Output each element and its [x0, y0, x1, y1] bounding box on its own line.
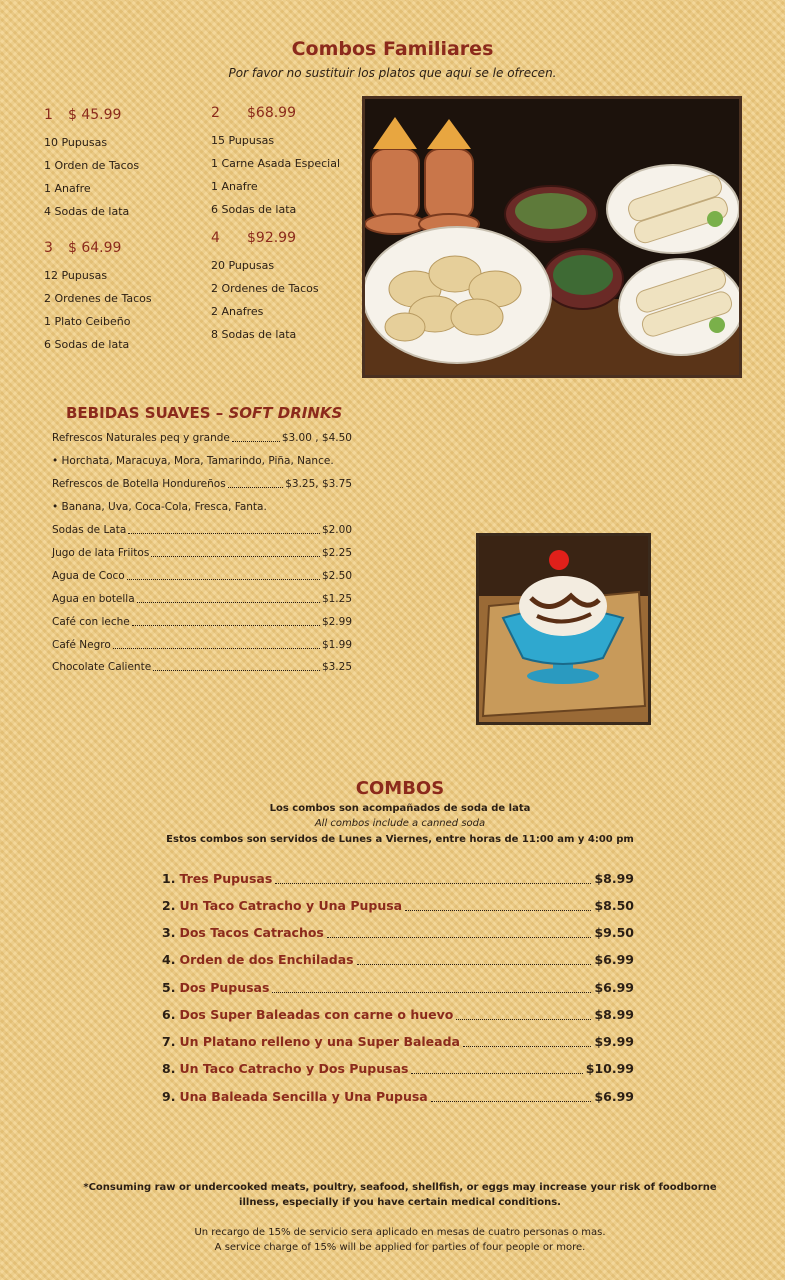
- combo-number: 2.: [162, 898, 176, 913]
- combo-item: 1 Anafre: [211, 180, 258, 193]
- combo-item: 1 Anafre: [44, 182, 91, 195]
- combo-item: 2 Ordenes de Tacos: [44, 292, 152, 305]
- drink-price: $2.99: [321, 616, 352, 628]
- combo-row: [162, 1033, 634, 1051]
- combo-item: 2 Ordenes de Tacos: [211, 282, 319, 295]
- family-combo-1: [44, 107, 139, 223]
- drink-row: [52, 568, 352, 584]
- combos-title: COMBOS: [355, 778, 445, 799]
- drink-row: [52, 522, 352, 538]
- combo-number: 9.: [162, 1089, 176, 1104]
- combo-price: $92.99: [247, 230, 296, 246]
- soft-drinks-title: [66, 404, 342, 422]
- combo-row: [162, 1060, 634, 1078]
- drink-price: $3.25: [321, 661, 352, 673]
- food-warning-line-2: illness, especially if you have certain medical conditions.: [239, 1197, 561, 1208]
- soft-drinks-title-en: SOFT DRINKS: [228, 404, 343, 422]
- drink-price: $2.50: [321, 570, 352, 582]
- drink-name: Refrescos Naturales peq y grande: [52, 432, 230, 444]
- food-photo: [362, 96, 742, 378]
- combo-row: [162, 951, 634, 969]
- drink-name: Sodas de Lata: [52, 524, 127, 536]
- drink-row: [52, 614, 352, 630]
- combo-price: $9.99: [594, 1034, 634, 1049]
- combo-item: 1 Carne Asada Especial: [211, 157, 341, 170]
- family-combo-2: [211, 105, 340, 221]
- family-combo-4: [211, 230, 319, 346]
- combos-familiares-title: Combos Familiares: [291, 38, 494, 60]
- combo-item: 10 Pupusas: [44, 136, 108, 149]
- drink-name: Café Negro: [52, 639, 111, 651]
- combo-price: $6.99: [594, 980, 634, 995]
- drink-note: • Banana, Uva, Coca-Cola, Fresca, Fanta.: [52, 501, 267, 513]
- combos-familiares-subtitle: Por favor no sustituir los platos que aqui se le ofrecen.: [228, 66, 557, 80]
- combo-item: 1 Plato Ceibeño: [44, 315, 131, 328]
- drink-name: Jugo de lata Friitos: [52, 547, 150, 559]
- food-photo-illustration: [365, 99, 739, 375]
- drink-price: $3.25, $3.75: [285, 478, 352, 490]
- combo-number: 3.: [162, 925, 176, 940]
- drink-row: [52, 430, 352, 446]
- combo-number: 1.: [162, 871, 176, 886]
- service-charge-es: Un recargo de 15% de servicio sera aplicado en mesas de cuatro personas o mas.: [194, 1227, 606, 1238]
- combo-price: $8.99: [594, 871, 634, 886]
- combo-item: 1 Orden de Tacos: [44, 159, 140, 172]
- combo-name: Un Platano relleno y una Super Baleada: [179, 1034, 460, 1049]
- combo-number: 5.: [162, 980, 176, 995]
- dessert-photo: [476, 533, 651, 725]
- combo-row: [162, 924, 634, 942]
- combo-item: 15 Pupusas: [211, 134, 275, 147]
- combo-item: 6 Sodas de lata: [211, 203, 297, 216]
- combo-item: 2 Anafres: [211, 305, 264, 318]
- combo-number: 4: [211, 230, 220, 246]
- drink-row: [52, 545, 352, 561]
- dessert-photo-illustration: [479, 536, 648, 722]
- combo-price: $6.99: [594, 952, 634, 967]
- drink-price: $3.00 , $4.50: [281, 432, 352, 444]
- drink-name: Agua en botella: [52, 593, 135, 605]
- combos-note-es: Los combos son acompañados de soda de lata: [269, 803, 531, 814]
- drink-row: [52, 591, 352, 607]
- combo-row: [162, 870, 634, 888]
- combo-number: 1: [44, 107, 53, 123]
- combo-name: Dos Super Baleadas con carne o huevo: [179, 1007, 454, 1022]
- combo-name: Tres Pupusas: [179, 871, 273, 886]
- combo-name: Dos Pupusas: [179, 980, 270, 995]
- combo-number: 6.: [162, 1007, 176, 1022]
- drink-price: $2.00: [321, 524, 352, 536]
- drink-row: [52, 659, 352, 675]
- combo-number: 7.: [162, 1034, 176, 1049]
- combo-row: [162, 1006, 634, 1024]
- combo-item: 20 Pupusas: [211, 259, 275, 272]
- drink-price: $2.25: [321, 547, 352, 559]
- combos-schedule: Estos combos son servidos de Lunes a Viernes, entre horas de 11:00 am y 4:00 pm: [166, 834, 634, 845]
- combo-price: $8.99: [594, 1007, 634, 1022]
- soft-drinks-title-es: BEBIDAS SUAVES –: [66, 404, 229, 422]
- combo-number: 4.: [162, 952, 176, 967]
- combo-row: [162, 897, 634, 915]
- combo-price: $ 45.99: [68, 107, 122, 123]
- combo-name: Una Baleada Sencilla y Una Pupusa: [179, 1089, 428, 1104]
- combo-price: $ 64.99: [68, 240, 122, 256]
- combo-name: Orden de dos Enchiladas: [179, 952, 354, 967]
- drink-name: Café con leche: [52, 616, 130, 628]
- combos-note-en: All combos include a canned soda: [314, 818, 486, 829]
- combo-row: [162, 1088, 634, 1106]
- drink-note: • Horchata, Maracuya, Mora, Tamarindo, Piña, Nance.: [52, 455, 334, 467]
- drink-row: [52, 637, 352, 653]
- drink-name: Refrescos de Botella Hondureños: [52, 478, 226, 490]
- combo-item: 6 Sodas de lata: [44, 338, 130, 351]
- combo-item: 12 Pupusas: [44, 269, 108, 282]
- combo-item: 8 Sodas de lata: [211, 328, 297, 341]
- combo-row: [162, 979, 634, 997]
- drink-price: $1.25: [321, 593, 352, 605]
- combo-price: $8.50: [594, 898, 634, 913]
- service-charge-en: A service charge of 15% will be applied for parties of four people or more.: [214, 1242, 586, 1253]
- combo-price: $68.99: [247, 105, 296, 121]
- drink-row: [52, 476, 352, 492]
- combo-number: 8.: [162, 1061, 176, 1076]
- combo-number: 2: [211, 105, 220, 121]
- drink-price: $1.99: [321, 639, 352, 651]
- combo-price: $9.50: [594, 925, 634, 940]
- combo-price: $6.99: [594, 1089, 634, 1104]
- combo-name: Un Taco Catracho y Una Pupusa: [179, 898, 403, 913]
- combo-name: Un Taco Catracho y Dos Pupusas: [179, 1061, 409, 1076]
- drink-name: Agua de Coco: [52, 570, 125, 582]
- food-warning-line-1: *Consuming raw or undercooked meats, poultry, seafood, shellfish, or eggs may increase your risk of foodborne: [83, 1182, 717, 1193]
- combo-item: 4 Sodas de lata: [44, 205, 130, 218]
- drink-name: Chocolate Caliente: [52, 661, 152, 673]
- combo-name: Dos Tacos Catrachos: [179, 925, 324, 940]
- combo-price: $10.99: [585, 1061, 634, 1076]
- combo-number: 3: [44, 240, 53, 256]
- family-combo-3: [44, 240, 152, 356]
